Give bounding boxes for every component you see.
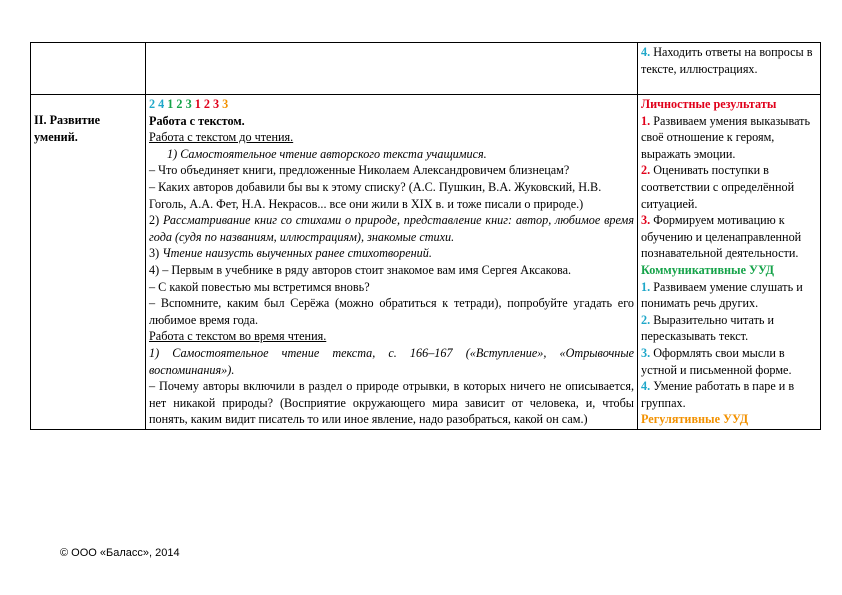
results-heading: Коммуникативные УУД	[641, 262, 775, 277]
task-item: 4) – Первым в учебнике в ряду авторов стоит знакомое вам имя Сергея Аксакова.	[149, 262, 572, 277]
result-item	[641, 44, 817, 77]
uud-number: 4	[158, 97, 165, 111]
content-cell-empty	[146, 43, 638, 95]
uud-number: 3	[185, 97, 192, 111]
subsection-title: Работа с текстом во время чтения.	[149, 329, 327, 344]
results-heading: Личностные результаты	[641, 97, 777, 111]
uud-number: 3	[222, 97, 229, 111]
uud-number: 3	[212, 97, 220, 111]
result-item: 3. Формируем мотивацию к обучению и целенаправленной познавательной деятельности.	[641, 213, 802, 261]
stage-cell	[31, 95, 146, 430]
content-cell	[146, 95, 638, 430]
uud-number: 2	[176, 97, 183, 111]
stage-title: II. Развитие умений.	[34, 113, 101, 144]
question: – С какой повестью мы встретимся вновь?	[149, 279, 370, 294]
result-item: 1. Развиваем умения выказывать своё отношение к героям, выражать эмоции.	[641, 113, 811, 161]
question: – Почему авторы включили в раздел о природе отрывки, в которых ничего не описывается, нет никакой природы? (Восприятие окружающего мира зависит от человека, и, чтобы понять, каким видит писатель то или иное явление, надо разобраться, какой он сам.)	[149, 379, 634, 427]
results-cell	[638, 95, 821, 430]
result-item: 3. Оформлять свои мысли в устной и письменной форме.	[641, 345, 792, 377]
result-num: 4.	[641, 45, 651, 59]
copyright-footer: © ООО «Баласс», 2014	[60, 547, 180, 559]
question: – Вспомните, каким был Серёжа (можно обратиться к тетради), попробуйте угадать его любимое время года.	[149, 296, 634, 327]
task-item: 1) Самостоятельное чтение авторского текста учащимися.	[167, 146, 487, 161]
results-cell	[638, 43, 821, 95]
result-item: 2. Выразительно читать и пересказывать текст.	[641, 312, 775, 344]
uud-number: 1	[167, 97, 174, 111]
stage-cell-empty	[31, 43, 146, 95]
uud-number: 2	[149, 97, 156, 111]
table-row	[31, 43, 821, 95]
question: – Что объединяет книги, предложенные Николаем Александровичем близнецам?	[149, 163, 570, 178]
task-item: 1) Самостоятельное чтение текста, с. 166–167 («Вступление», «Отрывочные воспоминания»).	[149, 345, 634, 377]
result-item: 2. Оценивать поступки в соответствии с определённой ситуацией.	[641, 163, 795, 211]
question: – Каких авторов добавили бы вы к этому списку? (А.С. Пушкин, В.А. Жуковский, Н.В. Гоголь, А.А. Фет, Н.А. Некрасов... все они жили в XIX в. и тоже писали о природе.)	[149, 179, 602, 211]
result-item: 1. Развиваем умение слушать и понимать речь других.	[641, 279, 803, 311]
subsection-title: Работа с текстом до чтения.	[149, 130, 294, 145]
uud-number: 1	[194, 97, 201, 111]
lesson-table	[30, 42, 821, 430]
result-text: Находить ответы на вопросы в тексте, иллюстрациях.	[641, 45, 813, 76]
section-heading: Работа с текстом.	[149, 113, 245, 128]
result-item: 4. Умение работать в паре и в группах.	[641, 379, 795, 410]
task-item: 3) Чтение наизусть выученных ранее стихотворений.	[149, 246, 432, 261]
task-item: 2) Рассматривание книг со стихами о природе, представление книг: автор, любимое время года (судя по названиям, иллюстрациям), знакомые стихи.	[149, 213, 635, 244]
table-row	[31, 95, 821, 430]
uud-number: 2	[203, 97, 210, 111]
uud-numbers	[149, 96, 634, 113]
results-heading: Регулятивные УУД	[641, 412, 749, 427]
